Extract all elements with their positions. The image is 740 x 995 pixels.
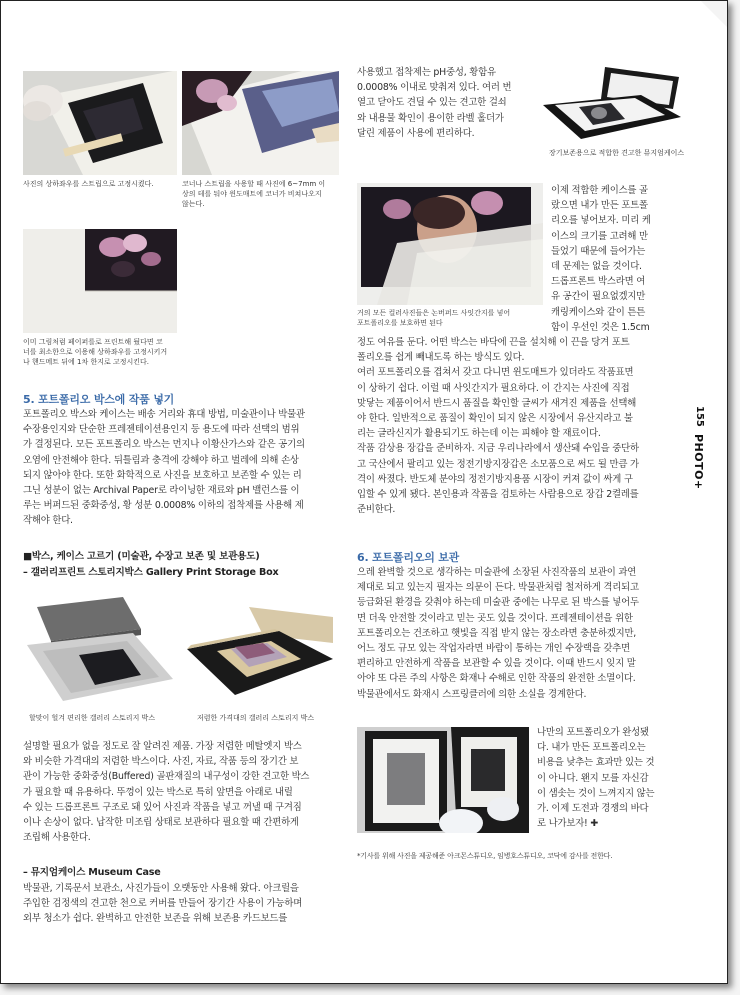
museum-case-body: 박물관, 기록문서 보관소, 사진가들이 오랫동안 사용해 왔다. 아크릴을 주입한 검정색의 견고한 천으로 커버를 만들어 장기간 사용이 가능하며 외부 청소가 쉽다. 완벽하고 안전한 보존을 위해 보존용 카드보드를 — [23, 883, 303, 925]
closing-body: 나만의 포트폴리오가 완성됐 다. 내가 만든 포트폴리오는 비용을 낮추는 효과만 있는 것 이 아니다. 왠지 모를 자신감 이 샘솟는 것이 느껴지지 않는 가. 이제 도전과 경쟁의 바다 로 나가보자! ✚ — [537, 727, 655, 830]
magazine-name: PHOTO+ — [692, 434, 705, 490]
caption-paper-print: 이미 그림처럼 페이퍼를로 프린트해 뒀다면 코 너를 최소한으로 이용해 상하좌우를 고정시키거 나 핸드메트 뒤에 1차 한지로 고정시킨다. — [23, 338, 168, 366]
photo-corner-strip — [182, 71, 339, 175]
photo-interleaving-tissue — [357, 183, 543, 305]
photo-strip-mounting — [23, 71, 177, 175]
page-number: 155 — [694, 406, 705, 427]
caption-interleaving-tissue: 거의 모든 컬러사진들은 논버퍼드 사잇간지를 넣어 포트폴리오를 보호하면 된다 — [357, 309, 511, 327]
right-side-body: 이제 적합한 케이스를 골 랐으면 내가 만든 포트폴 리오를 넣어보자. 미리 케 이스의 크기를 고려해 만 들었기 때문에 들어가는 데 문제는 없을 것이다. 드롭프론트 박스라면 여 유 공간이 필요없겠지만 캐링케이스와 같이 튼튼 함이 우선인 것은 1.5cm — [551, 185, 651, 333]
right-top-body: 사용했고 접착제는 pH중성, 황함유 0.0008% 이내로 맞춰져 있다. 여러 번 열고 닫아도 견딜 수 있는 견고한 걸쇠 와 내용물 확인이 용이한 라벨 홀더가 달린 제품이 사용에 편리하다. — [357, 67, 512, 139]
caption-museum-case: 장기보존용으로 적합한 견고한 뮤지엄케이스 — [549, 149, 685, 157]
photo-gallery-box-beige — [183, 597, 339, 705]
section6-heading: 6. 포트폴리오의 보관 — [357, 551, 460, 564]
section5-body: 포트폴리오 박스와 케이스는 배송 거리와 휴대 방법, 미술관이나 박물관 수장용인지와 단순한 프레젠테이션용인지 등 용도에 따라 선택의 범위 가 결정된다. 모든 포트폴리오 박스는 먼지나 이황산가스와 같은 공기의 오염에 안전해야 한다. 뒤틀림과 충격에 강해야 하고 벌레에 의해 손상 되지 않아야 한다. 또한 화학적으로 사진을 보호하고 보존할 수 있는 리 그닌 성분이 없는 Archival Paper로 라이닝한 재료와 pH 밸런스를 이 루는 버퍼드된 중화중성, 황 성분 0.0008% 이하의 접착제를 사용해 제 작해야 한다. — [23, 409, 305, 527]
acknowledgement-footnote: *기사를 위해 사진을 제공해준 아크몬스튜디오, 임병호스튜디오, 코닥에 감사를 전한다. — [357, 852, 613, 860]
section6-body: 으레 완벽할 것으로 생각하는 미술관에 소장된 사진작품의 보관이 과연 제대로 되고 있는지 필자는 의문이 든다. 박물관처럼 철저하게 격리되고 등급화된 환경을 갖춰야 하는데 미술관 중에는 나무로 된 박스를 넣어두 면 더욱 안전할 것이라고 믿는 곳도 있을 것이다. 프레젠테이션을 위한 포트폴리오는 건조하고 햇빛을 직접 받지 않는 장소라면 충분하겠지만, 어느 정도 규모 있는 작업자라면 바람이 통하는 개인 수장랙을 갖추면 편리하고 안전하게 작품을 보관할 수 있을 것이다. 이때 반드시 잊지 말 아야 또 다른 주의 사항은 화재나 수해로 인한 작품의 완전한 소멸이다. 박물관에서도 화재시 스프링클러에 의한 소실을 경계한다. — [357, 567, 639, 700]
caption-strip-mounting: 사진의 상하좌우를 스트립으로 고정시켰다. — [23, 180, 154, 188]
photo-museum-case — [541, 65, 691, 145]
section5-heading: 5. 포트폴리오 박스에 작품 넣기 — [23, 393, 175, 406]
caption-gallery-box-grey: 할맞이 헐겨 편리한 갤러리 스토리지 박스 — [29, 714, 156, 722]
boxes-subhead: ■박스, 케이스 고르기 (미술관, 수장고 보존 및 보관용도) – 갤러리프린트 스토리지박스 Gallery Print Storage Box — [23, 551, 279, 578]
page-corner-fold — [700, 0, 728, 28]
photo-paper-print — [23, 229, 177, 333]
right-mid-body: 정도 여유를 둔다. 어떤 박스는 바닥에 끈을 설치해 이 끈을 당겨 포트 폴리오를 쉽게 빼내도록 하는 방식도 있다. 여러 포트폴리오를 겹쳐서 갖고 다니면 윈도매트가 있더라도 작품표면 이 상하기 쉽다. 이럴 때 사잇간지가 필요하다. 이 간지는 사진에 직접 맞닿는 제품이어서 반드시 품질을 확인할 글씨가 새겨진 제품을 선택해 야 한다. 일반적으로 품질이 확인이 되지 않은 시장에서 유산지라고 불 리는 글라신지가 활용되기도 하는데 이는 피해야 할 재료이다. 작품 감상용 장갑을 준비하자. 지금 우리나라에서 생산돼 수입을 중단하 고 국산에서 팔리고 있는 정전기방지장갑은 소모품으로 써도 될 만큼 가 격이 싸졌다. 반도체 분야의 정전기방지용품 시장이 커져 값이 싸게 구 입할 수 있게 됐다. 본인용과 작품을 검토하는 사람용으로 장갑 2켤레를 준비한다. — [357, 337, 639, 516]
museum-case-subhead: – 뮤지엄케이스 Museum Case — [23, 867, 161, 878]
photo-gallery-box-grey — [23, 593, 179, 707]
gallery-box-body: 설명할 필요가 없을 정도로 잘 알려진 제품. 가장 저렴한 메탈엣지 박스 와 비슷한 가격대의 저렴한 박스이다. 사진, 자료, 작품 등의 장기간 보 관이 가능한 중화중성(Buffered) 골판재질의 내구성이 강한 견고한 박스 가 필요할 때 유용하다. 뚜껑이 있는 박스로 특히 앞면을 아래로 내릴 수 있는 드롭프론트 구조로 돼 있어 사진과 작품을 넣고 꺼낼 때 구겨짐 이나 손상이 없다. 납작한 미조립 상태로 보관하다 필요할 때 간편하게 조립해 사용한다. — [23, 741, 310, 844]
photo-portfolio-gloves — [357, 727, 529, 833]
caption-corner-strip: 코너나 스트립을 사용할 때 사진에 6~7mm 이 상의 테를 둬야 윈도매트에 코너가 비쳐나오지 않는다. — [182, 180, 326, 208]
caption-gallery-box-beige: 저렴한 가격대의 갤러리 스토리지 박스 — [197, 714, 315, 722]
